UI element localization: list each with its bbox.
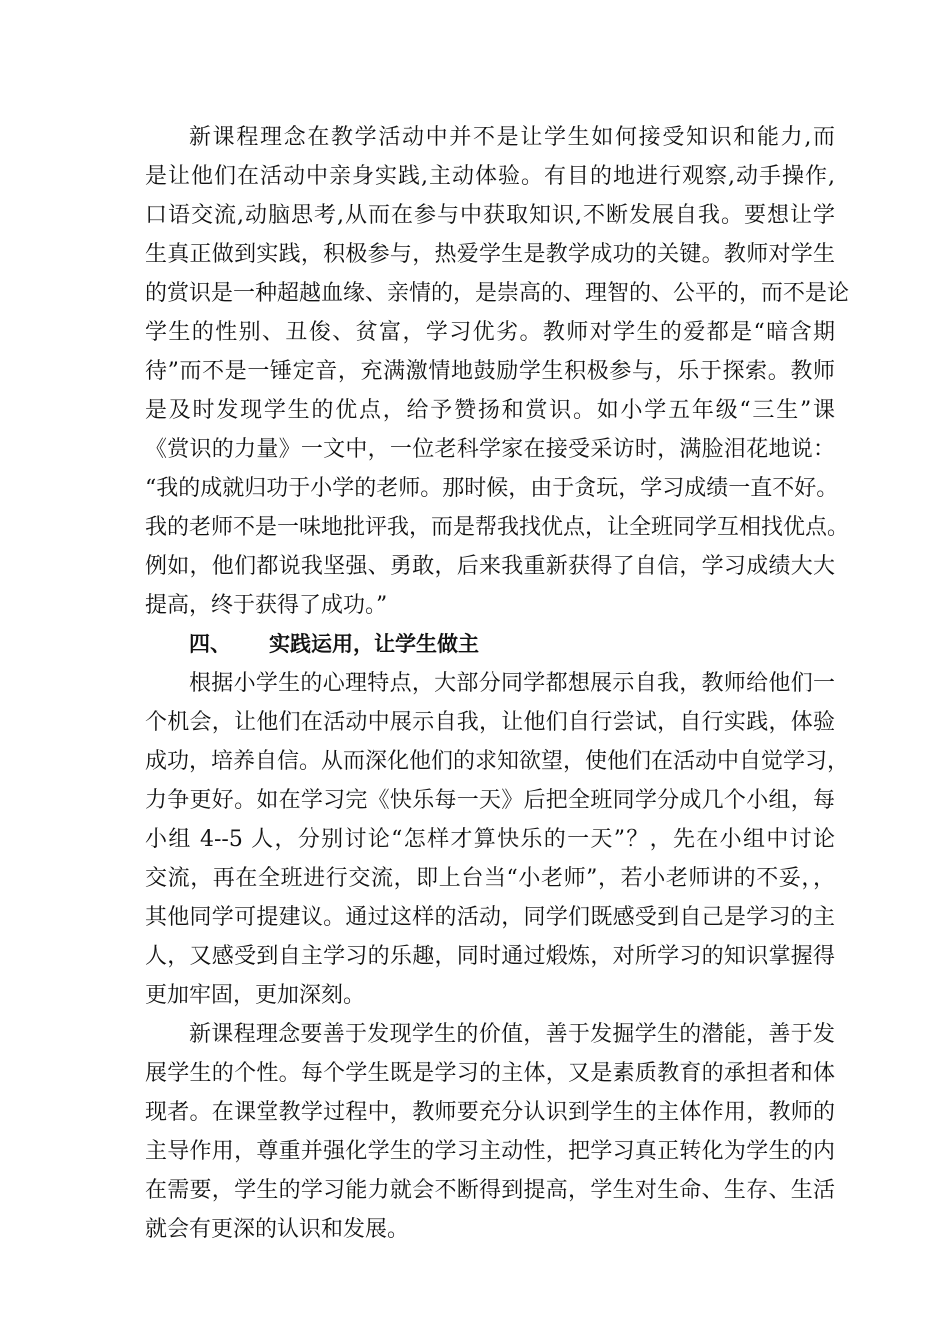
text-line: 力争更好。如在学习完《快乐每一天》后把全班同学分成几个小组，每 xyxy=(145,788,835,813)
text-line: 个机会，让他们在活动中展示自我，让他们自行尝试，自行实践，体验 xyxy=(145,710,835,735)
text-line: 生真正做到实践，积极参与，热爱学生是教学成功的关键。教师对学生 xyxy=(145,242,835,267)
text-line: 就会有更深的认识和发展。 xyxy=(145,1217,410,1242)
text-line: 口语交流,动脑思考,从而在参与中获取知识,不断发展自我。要想让学 xyxy=(145,203,835,228)
text-line: 根据小学生的心理特点，大部分同学都想展示自我，教师给他们一 xyxy=(189,671,835,696)
text-line: 是让他们在活动中亲身实践,主动体验。有目的地进行观察,动手操作, xyxy=(145,164,835,189)
text-line: 新课程理念在教学活动中并不是让学生如何接受知识和能力,而 xyxy=(189,125,835,150)
text-line: 展学生的个性。每个学生既是学习的主体，又是素质教育的承担者和体 xyxy=(145,1061,835,1086)
paragraph-3 xyxy=(145,1015,835,1249)
text-line: 人，又感受到自主学习的乐趣，同时通过煅炼，对所学习的知识掌握得 xyxy=(145,944,835,969)
text-line: 我的老师不是一味地批评我，而是帮我找优点，让全班同学互相找优点。 xyxy=(145,515,850,540)
text-line: 例如，他们都说我坚强、勇敢，后来我重新获得了自信，学习成绩大大 xyxy=(145,554,835,579)
text-line: 主导作用，尊重并强化学生的学习主动性，把学习真正转化为学生的内 xyxy=(145,1139,835,1164)
text-line: 在需要，学生的学习能力就会不断得到提高，学生对生命、生存、生活 xyxy=(145,1178,835,1203)
text-line: 现者。在课堂教学过程中，教师要充分认识到学生的主体作用，教师的 xyxy=(145,1100,835,1125)
text-line: 《赏识的力量》一文中，一位老科学家在接受采访时，满脸泪花地说： xyxy=(145,437,835,462)
text-line: 交流，再在全班进行交流，即上台当“小老师”，若小老师讲的不妥，， xyxy=(145,866,835,891)
document-body xyxy=(145,118,850,1249)
text-line: 提高，终于获得了成功。” xyxy=(145,593,388,618)
text-line: 是及时发现学生的优点，给予赞扬和赏识。如小学五年级“三生”课 xyxy=(145,398,835,423)
paragraph-2 xyxy=(145,664,850,1015)
section-heading xyxy=(145,625,835,664)
text-line: 小组 4--5 人，分别讨论“怎样才算快乐的一天”？，先在小组中讨论 xyxy=(145,827,835,852)
text-line: 待”而不是一锤定音，充满激情地鼓励学生积极参与，乐于探索。教师 xyxy=(145,359,835,384)
text-line: 学生的性别、丑俊、贫富，学习优劣。教师对学生的爱都是“暗含期 xyxy=(145,320,835,345)
text-line: 更加牢固，更加深刻。 xyxy=(145,983,366,1008)
text-line: 成功，培养自信。从而深化他们的求知欲望，使他们在活动中自觉学习， xyxy=(145,749,850,774)
section-number: 四、 xyxy=(189,632,231,656)
section-title: 实践运用，让学生做主 xyxy=(269,632,479,656)
text-line: 新课程理念要善于发现学生的价值，善于发掘学生的潜能，善于发 xyxy=(189,1022,835,1047)
text-line: 的赏识是一种超越血缘、亲情的，是崇高的、理智的、公平的，而不是论 xyxy=(145,281,850,306)
text-line: 其他同学可提建议。通过这样的活动，同学们既感受到自己是学习的主 xyxy=(145,905,835,930)
paragraph-1 xyxy=(145,118,850,625)
text-line: “我的成就归功于小学的老师。那时候，由于贪玩，学习成绩一直不好。 xyxy=(145,476,839,501)
